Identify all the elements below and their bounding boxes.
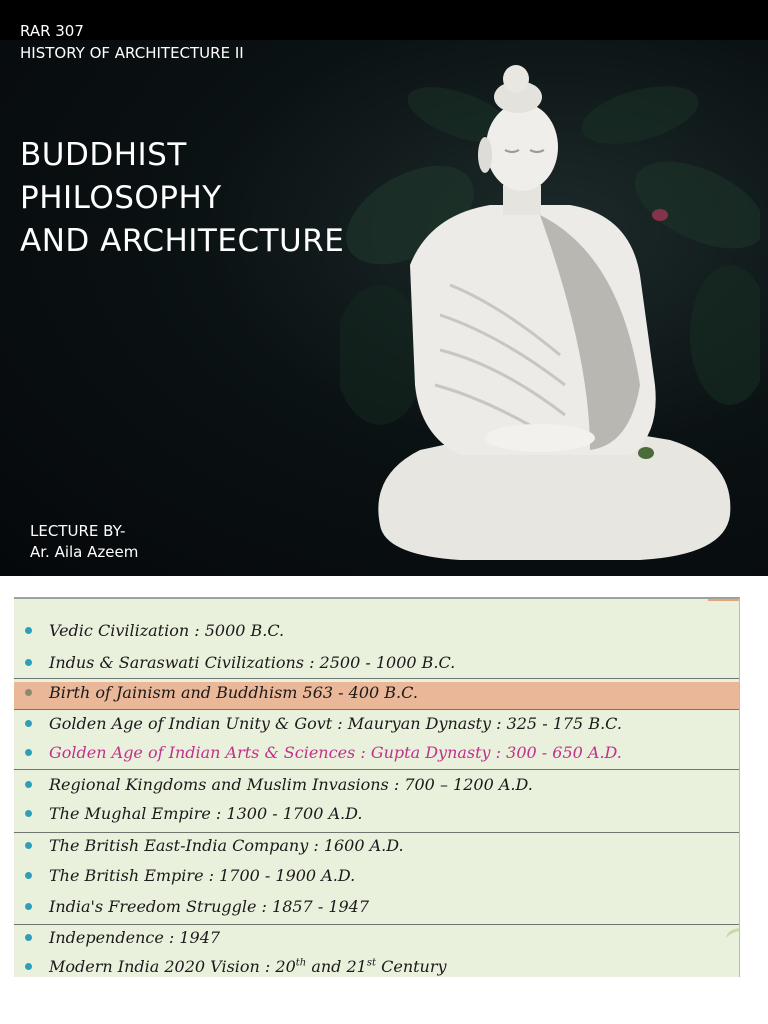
list-item-highlighted bbox=[14, 683, 739, 702]
bullet-icon bbox=[25, 627, 32, 634]
list-item bbox=[14, 743, 739, 762]
bullet-icon bbox=[25, 749, 32, 756]
list-item bbox=[14, 775, 739, 794]
list-item bbox=[14, 804, 739, 823]
list-item bbox=[14, 928, 739, 947]
bullet-icon bbox=[25, 934, 32, 941]
lecture-label: LECTURE BY- bbox=[30, 522, 126, 540]
list-item-text: The Mughal Empire : 1300 - 1700 A.D. bbox=[49, 804, 363, 823]
list-item-text: The British Empire : 1700 - 1900 A.D. bbox=[49, 866, 356, 885]
list-item-text: Golden Age of Indian Unity & Govt : Mauryan Dynasty : 325 - 175 B.C. bbox=[49, 714, 622, 733]
buddha-statue-image bbox=[340, 55, 760, 576]
corner-tab bbox=[708, 597, 739, 601]
course-name: HISTORY OF ARCHITECTURE II bbox=[20, 44, 244, 62]
lecturer-name: Ar. Aila Azeem bbox=[30, 543, 139, 561]
top-band bbox=[0, 0, 768, 40]
list-item bbox=[14, 621, 739, 640]
bullet-icon bbox=[25, 689, 32, 696]
list-item-text: Birth of Jainism and Buddhism 563 - 400 B.C. bbox=[49, 683, 418, 702]
list-item-text: India's Freedom Struggle : 1857 - 1947 bbox=[49, 897, 370, 916]
bullet-icon bbox=[25, 842, 32, 849]
superscript: st bbox=[366, 957, 377, 969]
text-mid: and 21 bbox=[306, 957, 367, 976]
list-item bbox=[14, 897, 739, 916]
superscript: th bbox=[295, 957, 307, 969]
course-code: RAR 307 bbox=[20, 22, 84, 40]
list-item bbox=[14, 957, 739, 976]
bullet-icon bbox=[25, 903, 32, 910]
list-item-text: Regional Kingdoms and Muslim Invasions : 700 – 1200 A.D. bbox=[49, 775, 533, 794]
list-item-text: Independence : 1947 bbox=[49, 928, 221, 947]
divider bbox=[14, 832, 739, 833]
divider bbox=[14, 769, 739, 770]
bullet-icon bbox=[25, 781, 32, 788]
bullet-icon bbox=[25, 963, 32, 970]
bullet-icon bbox=[25, 810, 32, 817]
list-item bbox=[14, 836, 739, 855]
timeline-slide bbox=[14, 597, 740, 977]
list-item-text bbox=[49, 957, 447, 976]
list-item-text: Indus & Saraswati Civilizations : 2500 - 1000 B.C. bbox=[49, 653, 456, 672]
title-line-2: PHILOSOPHY bbox=[20, 180, 222, 216]
list-item-text: Golden Age of Indian Arts & Sciences : Gupta Dynasty : 300 - 650 A.D. bbox=[49, 743, 622, 762]
text-suffix: Century bbox=[376, 957, 447, 976]
title-line-1: BUDDHIST bbox=[20, 137, 187, 173]
list-item bbox=[14, 714, 739, 733]
slide-title bbox=[20, 134, 344, 263]
list-item-text: The British East-India Company : 1600 A.D. bbox=[49, 836, 404, 855]
divider bbox=[14, 924, 739, 925]
text-prefix: Modern India 2020 Vision : 20 bbox=[49, 957, 296, 976]
list-item bbox=[14, 653, 739, 672]
bullet-icon bbox=[25, 872, 32, 879]
list-item-text: Vedic Civilization : 5000 B.C. bbox=[49, 621, 285, 640]
bullet-icon bbox=[25, 720, 32, 727]
bullet-icon bbox=[25, 659, 32, 666]
title-line-3: AND ARCHITECTURE bbox=[20, 223, 345, 259]
list-item bbox=[14, 866, 739, 885]
divider bbox=[14, 709, 739, 710]
divider bbox=[14, 678, 739, 679]
